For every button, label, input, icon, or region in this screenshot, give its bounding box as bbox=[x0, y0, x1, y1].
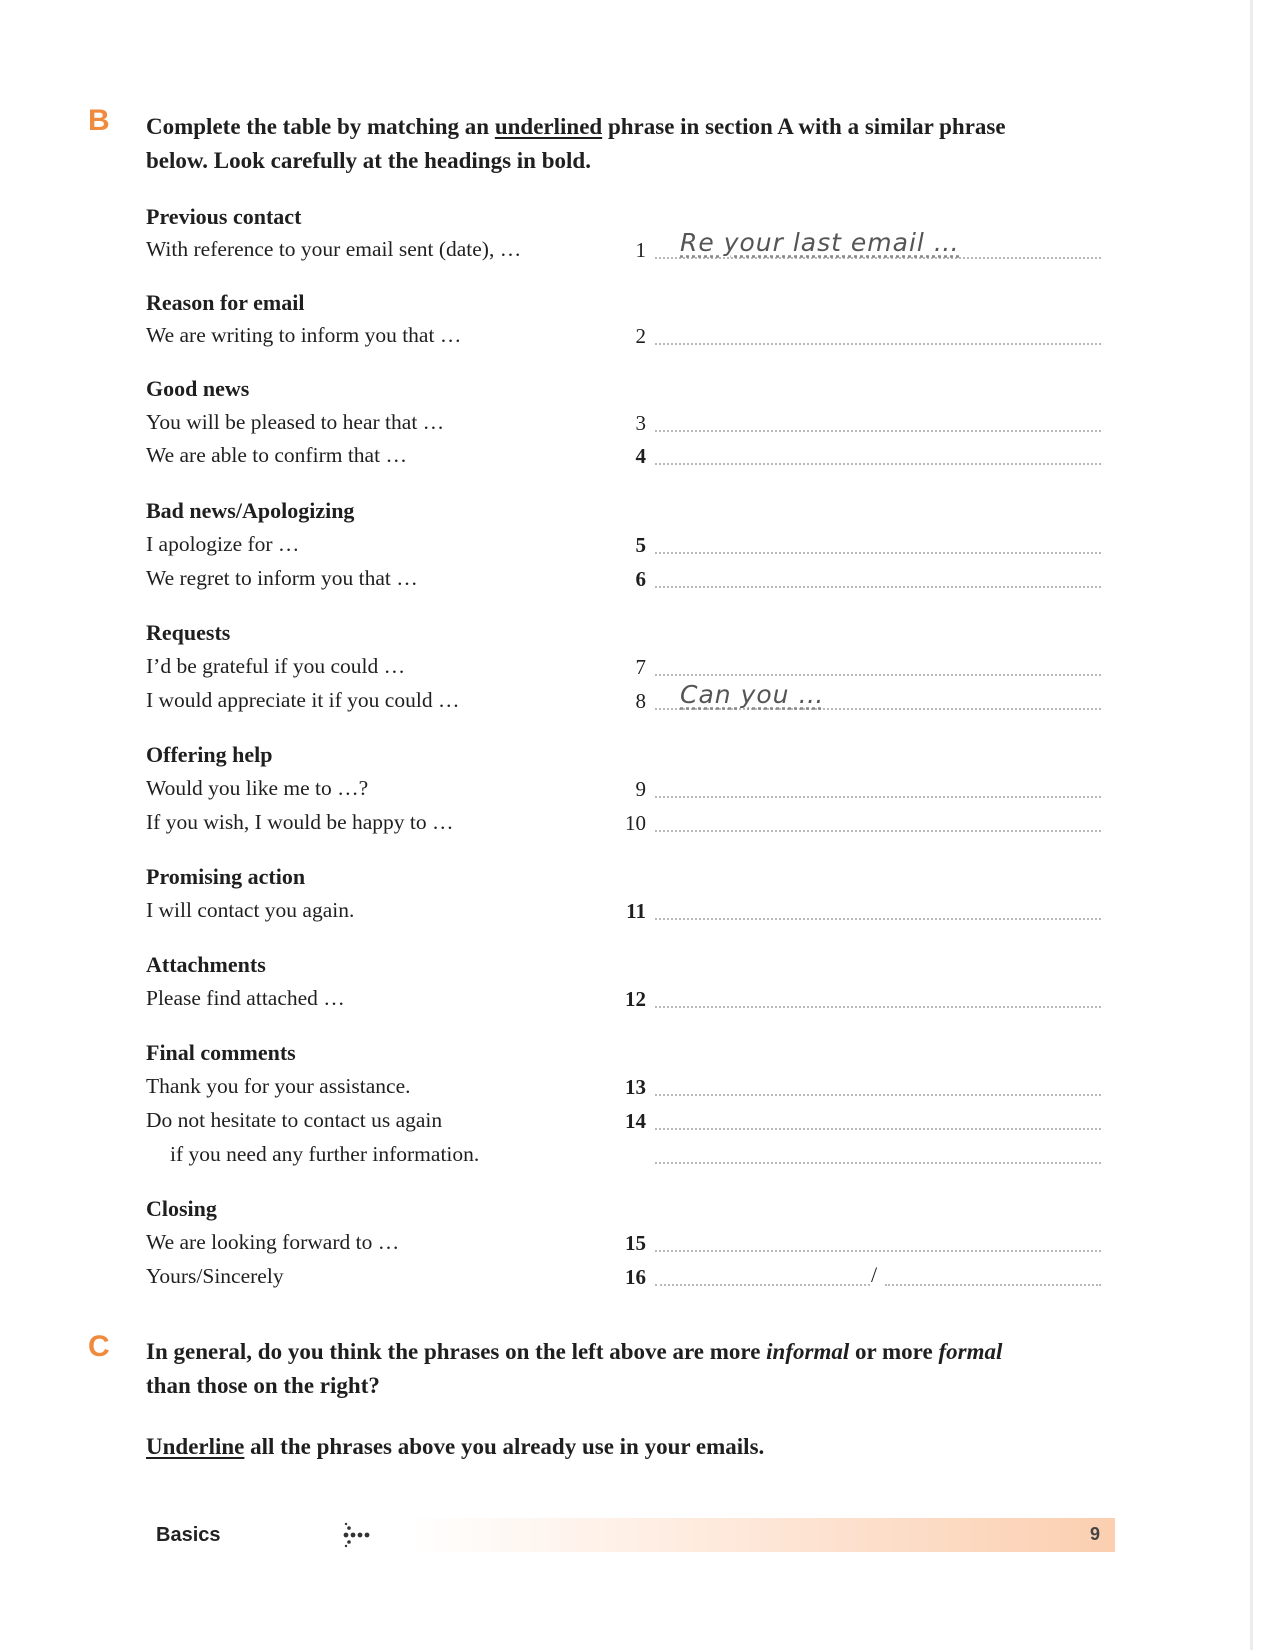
footer-section-label: Basics bbox=[156, 1524, 221, 1546]
item-number-11: 11 bbox=[626, 899, 646, 923]
answer-line-9[interactable] bbox=[655, 795, 1101, 798]
underline-word: Underline bbox=[146, 1434, 245, 1459]
page-number: 9 bbox=[1090, 1524, 1101, 1544]
item-number-10: 10 bbox=[625, 811, 646, 835]
answer-line-3[interactable] bbox=[655, 429, 1101, 432]
formal-word: formal bbox=[938, 1339, 1003, 1364]
item-number-15: 15 bbox=[625, 1231, 646, 1255]
item-number-1: 1 bbox=[635, 238, 646, 262]
answer-line-5[interactable] bbox=[655, 551, 1101, 554]
item-number-7: 7 bbox=[635, 655, 646, 679]
phrase-14: Do not hesitate to contact us again bbox=[146, 1108, 443, 1132]
group-heading-promising: Promising action bbox=[146, 864, 306, 889]
section-c-question bbox=[146, 1335, 1086, 1403]
phrase-3: You will be pleased to hear that … bbox=[146, 410, 445, 434]
instruction-text: phrase in section A with a similar phrase bbox=[602, 114, 1006, 139]
phrase-13: Thank you for your assistance. bbox=[146, 1074, 411, 1098]
group-heading-good-news: Good news bbox=[146, 376, 250, 401]
item-number-3: 3 bbox=[635, 411, 646, 435]
item-number-13: 13 bbox=[625, 1075, 646, 1099]
answer-line-12[interactable] bbox=[655, 1005, 1101, 1008]
dots-icon bbox=[340, 1520, 380, 1550]
section-c-task bbox=[146, 1430, 1086, 1464]
answer-line-4[interactable] bbox=[655, 462, 1101, 465]
section-c-letter: C bbox=[88, 1330, 110, 1363]
question-text: In general, do you think the phrases on the left above are more bbox=[146, 1339, 767, 1364]
answer-line-2[interactable] bbox=[655, 342, 1101, 345]
group-heading-bad-news: Bad news/Apologizing bbox=[146, 498, 355, 523]
group-heading-offering-help: Offering help bbox=[146, 742, 273, 767]
answer-line-16a[interactable] bbox=[655, 1283, 870, 1286]
phrase-14-continuation: if you need any further information. bbox=[170, 1142, 480, 1166]
item-number-4: 4 bbox=[635, 444, 646, 468]
item-number-14: 14 bbox=[625, 1109, 646, 1133]
phrase-9: Would you like me to …? bbox=[146, 776, 369, 800]
question-text: or more bbox=[849, 1339, 939, 1364]
section-b-instruction bbox=[146, 110, 1086, 178]
instruction-text: Complete the table by matching an bbox=[146, 114, 495, 139]
question-text: than those on the right? bbox=[146, 1373, 380, 1398]
answer-line-16b[interactable] bbox=[885, 1283, 1101, 1286]
answer-line-6[interactable] bbox=[655, 585, 1101, 588]
phrase-6: We regret to inform you that … bbox=[146, 566, 418, 590]
item-number-6: 6 bbox=[635, 567, 646, 591]
answer-line-11[interactable] bbox=[655, 917, 1101, 920]
group-heading-attachments: Attachments bbox=[146, 952, 266, 977]
phrase-7: I’d be grateful if you could … bbox=[146, 654, 406, 678]
informal-word: informal bbox=[766, 1339, 850, 1364]
phrase-10: If you wish, I would be happy to … bbox=[146, 810, 454, 834]
group-heading-requests: Requests bbox=[146, 620, 231, 645]
footer-bar bbox=[410, 1518, 1115, 1552]
answer-line-14b[interactable] bbox=[655, 1161, 1101, 1164]
answer-line-13[interactable] bbox=[655, 1093, 1101, 1096]
answer-line-10[interactable] bbox=[655, 829, 1101, 832]
item-number-12: 12 bbox=[625, 987, 646, 1011]
group-heading-reason: Reason for email bbox=[146, 290, 305, 315]
item-number-9: 9 bbox=[635, 777, 646, 801]
item-number-5: 5 bbox=[635, 533, 646, 557]
phrase-5: I apologize for … bbox=[146, 532, 300, 556]
phrase-4: We are able to confirm that … bbox=[146, 443, 407, 467]
item-number-2: 2 bbox=[635, 324, 646, 348]
answer-line-15[interactable] bbox=[655, 1249, 1101, 1252]
group-heading-previous-contact: Previous contact bbox=[146, 204, 302, 229]
phrase-12: Please find attached … bbox=[146, 986, 345, 1010]
phrase-8: I would appreciate it if you could … bbox=[146, 688, 460, 712]
instruction-text: below. Look carefully at the headings in bold. bbox=[146, 148, 591, 173]
page-edge bbox=[1250, 0, 1253, 1650]
group-heading-final-comments: Final comments bbox=[146, 1040, 296, 1065]
phrase-15: We are looking forward to … bbox=[146, 1230, 400, 1254]
slash-separator: / bbox=[871, 1262, 878, 1287]
answer-line-7[interactable] bbox=[655, 673, 1101, 676]
underlined-word: underlined bbox=[494, 114, 603, 139]
group-heading-closing: Closing bbox=[146, 1196, 217, 1221]
handwritten-answer-8: Can you … bbox=[680, 680, 825, 709]
phrase-2: We are writing to inform you that … bbox=[146, 323, 462, 347]
phrase-1: With reference to your email sent (date), … bbox=[146, 237, 522, 261]
item-number-8: 8 bbox=[635, 689, 646, 713]
item-number-16: 16 bbox=[625, 1265, 646, 1289]
task-text: all the phrases above you already use in your emails. bbox=[244, 1434, 765, 1459]
phrase-16: Yours/Sincerely bbox=[146, 1264, 284, 1288]
section-b-letter: B bbox=[88, 104, 110, 137]
answer-line-14[interactable] bbox=[655, 1127, 1101, 1130]
handwritten-answer-1: Re your last email … bbox=[680, 228, 960, 257]
phrase-11: I will contact you again. bbox=[146, 898, 355, 922]
